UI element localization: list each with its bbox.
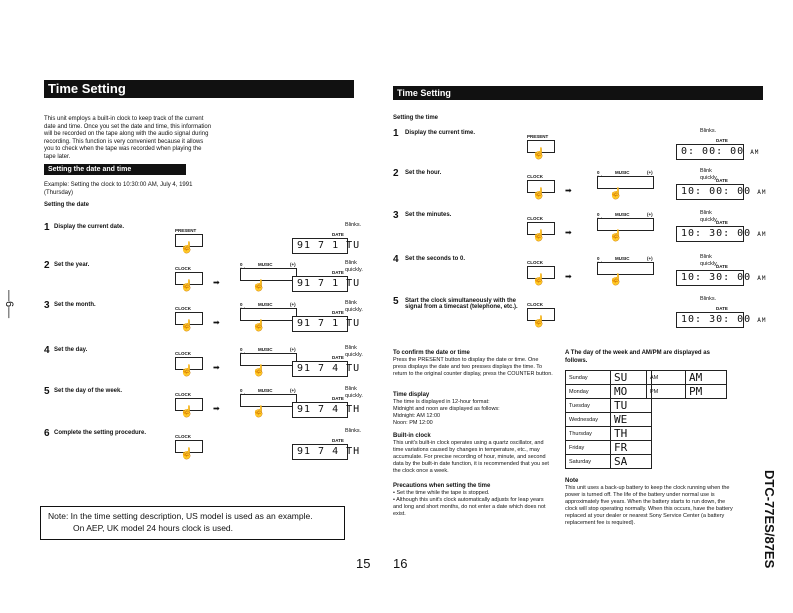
lcd-value: 91 7 4 TH [297, 404, 361, 415]
button-label: CLOCK [175, 434, 191, 439]
press-hand-icon: ☝ [180, 406, 194, 418]
scan-plus-label: (+) [290, 388, 296, 393]
press-hand-icon: ☝ [180, 280, 194, 292]
scan-minus-label: 0 [597, 256, 600, 261]
lcd-value: 91 7 1 TU [297, 278, 361, 289]
day-display: WE [611, 413, 652, 427]
scan-button-panel [597, 262, 654, 275]
press-hand-icon: ☝ [180, 242, 194, 254]
press-hand-icon: ☝ [180, 365, 194, 377]
lcd-display [676, 312, 767, 328]
press-hand-icon: ☝ [609, 230, 623, 242]
lcd-value: 91 7 1 TU [297, 240, 361, 251]
day-name: Saturday [566, 455, 611, 469]
date-tag: DATE [716, 306, 728, 311]
arrow-right-icon: ➡ [213, 278, 220, 287]
step-label: Set the year. [54, 262, 90, 268]
step-label: Display the current date. [54, 224, 125, 230]
battery-note-text: This unit uses a back-up battery to keep the clock running when the power is turned off. The life of the battery under normal use is approximately five years. When the battery starts to run down, the clock will stop operating normally. When this occurs, have the battery replaced at your dealer or nearest Sony Service Center (a battery replacement fee is required). [565, 485, 733, 526]
note-line-2: On AEP, UK model 24 hours clock is used. [73, 523, 234, 533]
lcd-display [292, 238, 361, 254]
step-label: Set the seconds to 0. [405, 256, 466, 262]
scan-button-panel [240, 353, 297, 366]
intro-text: This unit employs a built-in clock to keep track of the current date and time. Once you set the date and time, this information will be recorded on the tape along with the audio signal during recording. This function is very convenient because it allows you to check when the tape was recorded when playing the tape later. [44, 116, 212, 160]
step-number: 2 [44, 260, 50, 271]
ampm-table [646, 370, 727, 399]
battery-note-heading: Note [565, 478, 579, 484]
lcd-display [676, 184, 767, 200]
lcd-ampm: AM [750, 149, 760, 156]
day-name: Tuesday [566, 399, 611, 413]
lcd-ampm: AM [757, 231, 767, 238]
scan-plus-label: (+) [647, 212, 653, 217]
arrow-right-icon: ➡ [565, 228, 572, 237]
press-hand-icon: ☝ [252, 320, 266, 332]
step-number: 3 [44, 300, 50, 311]
scan-button-panel [597, 176, 654, 189]
button-label: CLOCK [527, 216, 543, 221]
scan-minus-label: 0 [240, 262, 243, 267]
blink-status: Blinks. [345, 428, 362, 434]
page-number-left: 15 [356, 556, 371, 571]
builtin-clock-heading: Built-in clock [393, 433, 431, 439]
page-title-left: Time Setting [44, 80, 354, 98]
step-number: 3 [393, 210, 399, 221]
blink-status: Blinks. [345, 222, 362, 228]
step-label: Set the day. [54, 347, 88, 353]
step-number: 5 [44, 386, 50, 397]
time-display-heading: Time display [393, 392, 430, 398]
button-label: MUSIC [258, 262, 273, 267]
day-display: SA [611, 455, 652, 469]
scan-button-panel [597, 218, 654, 231]
lcd-value: 91 7 4 TH [297, 446, 361, 457]
press-hand-icon: ☝ [532, 230, 546, 242]
scan-button-panel [240, 308, 297, 321]
lcd-value: 10: 30: 00 [681, 314, 752, 325]
scan-plus-label: (+) [290, 302, 296, 307]
lcd-value: 10: 30: 00 [681, 228, 752, 239]
day-row [566, 427, 652, 441]
step-number: 1 [44, 222, 50, 233]
precautions-list [393, 490, 553, 518]
week-heading: A The day of the week and AM/PM are displayed as follows. [565, 350, 710, 364]
step-number: 4 [44, 345, 50, 356]
lcd-display [292, 276, 361, 292]
scan-plus-label: (+) [290, 347, 296, 352]
scan-button-panel [240, 394, 297, 407]
button-label: MUSIC [258, 347, 273, 352]
sub-heading-date: Setting the date [44, 202, 90, 208]
step-label: Set the minutes. [405, 212, 452, 218]
date-tag: DATE [716, 138, 728, 143]
lcd-display [676, 226, 767, 242]
arrow-right-icon: ➡ [213, 363, 220, 372]
step-label: Set the hour. [405, 170, 442, 176]
lcd-display [292, 444, 361, 460]
blink-status: Blink quickly. [345, 260, 363, 273]
step-label: Set the month. [54, 302, 96, 308]
page-title-right: Time Setting [393, 86, 763, 100]
scan-plus-label: (+) [647, 170, 653, 175]
button-label: CLOCK [175, 306, 191, 311]
lcd-value: 91 7 1 TU [297, 318, 361, 329]
lcd-display [676, 144, 760, 160]
day-display: TH [611, 427, 652, 441]
button-label: PRESENT [527, 134, 549, 139]
button-label: MUSIC [258, 302, 273, 307]
date-tag: DATE [332, 438, 344, 443]
press-hand-icon: ☝ [180, 448, 194, 460]
sub-heading-time: Setting the time [393, 115, 439, 121]
blink-status: Blinks. [700, 296, 717, 302]
press-hand-icon: ☝ [532, 274, 546, 286]
lcd-display [292, 361, 361, 377]
scan-minus-label: 0 [597, 212, 600, 217]
press-hand-icon: ☝ [180, 320, 194, 332]
side-model-label: DTC-77ES/87ES [762, 470, 777, 569]
scan-plus-label: (+) [647, 256, 653, 261]
press-hand-icon: ☝ [252, 365, 266, 377]
note-box [40, 506, 345, 540]
blink-status: Blink quickly. [345, 345, 363, 358]
precautions-heading: Precautions when setting the time [393, 483, 491, 489]
page-number-right: 16 [393, 556, 408, 571]
button-label: MUSIC [258, 388, 273, 393]
scan-minus-label: 0 [240, 388, 243, 393]
lcd-value: 91 7 4 TU [297, 363, 361, 374]
ampm-row [647, 385, 727, 399]
confirm-heading: To confirm the date or time [393, 350, 470, 356]
date-tag: DATE [332, 270, 344, 275]
date-tag: DATE [332, 396, 344, 401]
lcd-ampm: AM [757, 275, 767, 282]
blink-status: Blink quickly. [700, 168, 718, 181]
day-name: Sunday [566, 371, 611, 385]
blink-status: Blink quickly. [345, 300, 363, 313]
section-banner-date-time: Setting the date and time [44, 164, 186, 175]
step-number: 6 [44, 428, 50, 439]
date-tag: DATE [716, 178, 728, 183]
scan-button-panel [240, 268, 297, 281]
lcd-display [292, 402, 361, 418]
lcd-value: 0: 00: 00 [681, 146, 745, 157]
press-hand-icon: ☝ [532, 148, 546, 160]
press-hand-icon: ☝ [609, 188, 623, 200]
button-label: MUSIC [615, 256, 630, 261]
button-label: MUSIC [615, 212, 630, 217]
day-row [566, 371, 652, 385]
date-tag: DATE [332, 232, 344, 237]
day-row [566, 441, 652, 455]
lcd-value: 10: 00: 00 [681, 186, 752, 197]
date-tag: DATE [716, 220, 728, 225]
press-hand-icon: ☝ [252, 406, 266, 418]
step-number: 4 [393, 254, 399, 265]
step-label: Set the day of the week. [54, 388, 123, 394]
arrow-right-icon: ➡ [565, 272, 572, 281]
scan-plus-label: (+) [290, 262, 296, 267]
step-label: Start the clock simultaneously with the signal from a timecast (telephone, etc.). [405, 298, 518, 310]
scan-minus-label: 0 [240, 302, 243, 307]
step-label: Display the current time. [405, 130, 476, 136]
precaution-item: • Set the time while the tape is stopped. [393, 490, 490, 496]
press-hand-icon: ☝ [609, 274, 623, 286]
lcd-value: 10: 30: 00 [681, 272, 752, 283]
press-hand-icon: ☝ [532, 316, 546, 328]
day-name: Wednesday [566, 413, 611, 427]
press-hand-icon: ☝ [532, 188, 546, 200]
day-row [566, 399, 652, 413]
lcd-ampm: AM [757, 189, 767, 196]
ampm-display: AM [686, 371, 727, 385]
ampm-name: PM [647, 385, 686, 399]
blink-status: Blink quickly. [345, 386, 363, 399]
step-number: 2 [393, 168, 399, 179]
button-label: CLOCK [175, 266, 191, 271]
blink-status: Blink quickly. [700, 254, 718, 267]
day-of-week-table [565, 370, 652, 469]
lcd-ampm: AM [757, 317, 767, 324]
day-row [566, 385, 652, 399]
day-row [566, 413, 652, 427]
scan-minus-label: 0 [597, 170, 600, 175]
button-label: MUSIC [615, 170, 630, 175]
day-display: TU [611, 399, 652, 413]
arrow-right-icon: ➡ [213, 318, 220, 327]
ampm-row [647, 371, 727, 385]
arrow-right-icon: ➡ [565, 186, 572, 195]
date-tag: DATE [332, 355, 344, 360]
step-number: 5 [393, 296, 399, 307]
day-display: SU [611, 371, 652, 385]
page-marker: —6— [3, 290, 15, 319]
builtin-clock-text: This unit's built-in clock operates using a quartz oscillator, and time variations caused by changes in temperature, etc., may accumulate. For precise recording of hour, minute, and second data by the built-in date function, it is recommended that you set the clock once a week. [393, 440, 549, 474]
day-display: MO [611, 385, 652, 399]
note-line-1: Note: In the time setting description, US model is used as an example. [48, 511, 313, 521]
button-label: CLOCK [527, 302, 543, 307]
lcd-display [292, 316, 361, 332]
date-tag: DATE [332, 310, 344, 315]
time-display-text: The time is displayed in 12-hour format: Midnight and noon are displayed as follows: Midnight: AM 12:00 Noon: PM 12:00 [393, 399, 500, 426]
button-label: CLOCK [527, 174, 543, 179]
blink-status: Blinks. [700, 128, 717, 134]
day-name: Friday [566, 441, 611, 455]
lcd-display [676, 270, 767, 286]
button-label: CLOCK [527, 260, 543, 265]
example-text: Example: Setting the clock to 10:30:00 AM, July 4, 1991 (Thursday) [44, 182, 193, 196]
ampm-display: PM [686, 385, 727, 399]
ampm-name: AM [647, 371, 686, 385]
button-label: PRESENT [175, 228, 197, 233]
day-row [566, 455, 652, 469]
scan-minus-label: 0 [240, 347, 243, 352]
date-tag: DATE [716, 264, 728, 269]
button-label: CLOCK [175, 392, 191, 397]
arrow-right-icon: ➡ [213, 404, 220, 413]
day-name: Thursday [566, 427, 611, 441]
blink-status: Blink quickly. [700, 210, 718, 223]
press-hand-icon: ☝ [252, 280, 266, 292]
confirm-text: Press the PRESENT button to display the date or time. One press displays the date and two presses displays the time. To return to the original counter display, press the COUNTER button. [393, 357, 553, 377]
step-label: Complete the setting procedure. [54, 430, 147, 436]
day-name: Monday [566, 385, 611, 399]
precaution-item: • Although this unit's clock automatically adjusts for leap years and long and short months, do not enter a date which does not exist. [393, 497, 546, 517]
button-label: CLOCK [175, 351, 191, 356]
day-display: FR [611, 441, 652, 455]
step-number: 1 [393, 128, 399, 139]
